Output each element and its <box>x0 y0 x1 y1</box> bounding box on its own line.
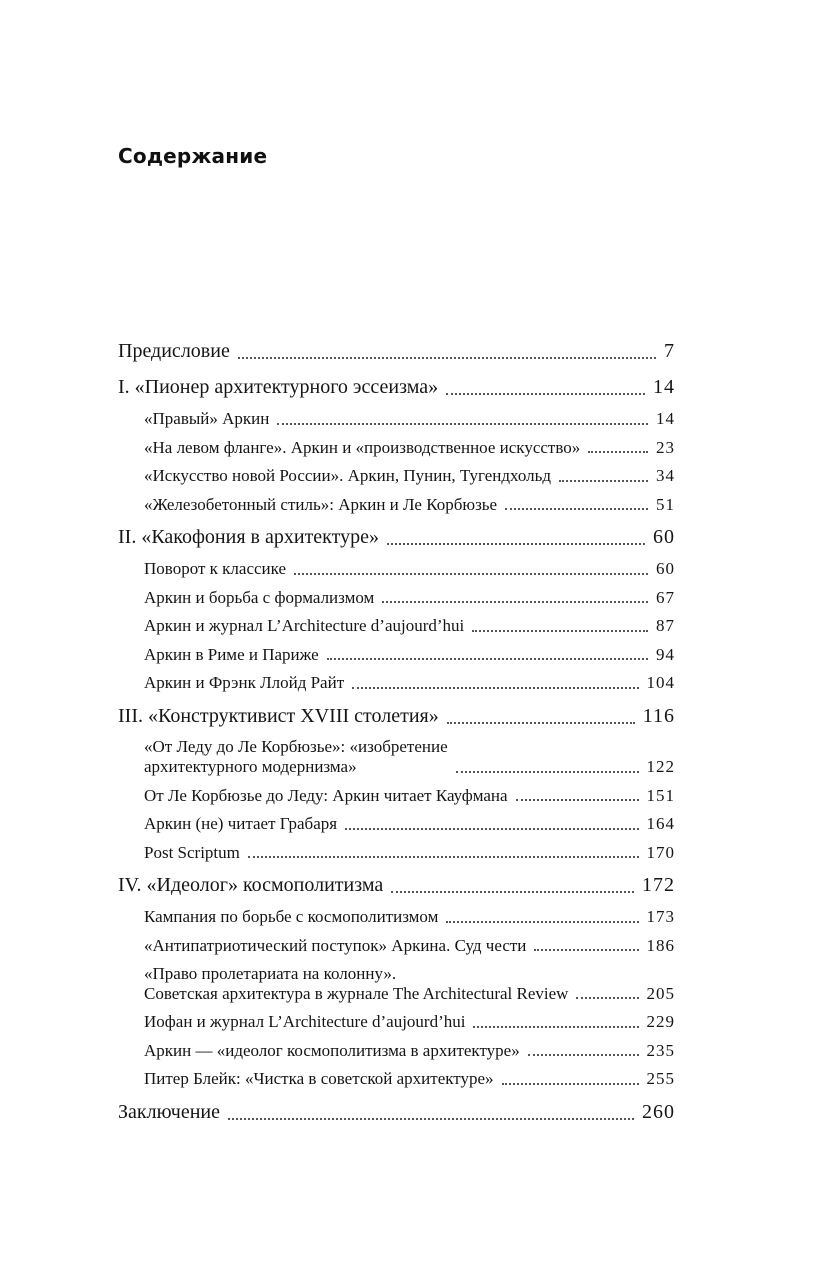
toc-page-number: 60 <box>656 559 675 579</box>
dot-leader <box>516 799 639 801</box>
dot-leader <box>277 423 648 425</box>
toc-entry-title: Заключение <box>118 1100 220 1123</box>
toc-section-entry <box>118 956 675 1004</box>
toc-page-number: 14 <box>653 376 675 399</box>
toc-section-entry <box>118 580 675 609</box>
toc-chapter-entry <box>118 516 675 551</box>
toc-entry-title: Аркин в Риме и Париже <box>144 644 319 664</box>
toc-entry-title: Поворот к классике <box>144 559 287 579</box>
toc-entry-title: Иофан и журнал L’Architecture d’aujourd’hui <box>144 1012 466 1032</box>
toc-section-entry <box>118 835 675 864</box>
toc-page-number: 170 <box>646 842 675 862</box>
toc-entry-title: Аркин (не) читает Грабаря <box>144 814 338 834</box>
toc-page-number: 229 <box>646 1012 675 1032</box>
toc-section-entry <box>118 608 675 637</box>
toc-section-entry <box>118 401 675 430</box>
dot-leader <box>472 630 648 632</box>
dot-leader <box>345 828 638 830</box>
toc-entry-title: Кампания по борьбе с космополитизмом <box>144 907 439 927</box>
toc-page-number: 51 <box>656 494 675 514</box>
dot-leader <box>446 393 645 395</box>
toc-entry-title: Питер Блейк: «Чистка в советской архитектуре» <box>144 1069 494 1089</box>
dot-leader <box>294 573 648 575</box>
toc-entry-title: Аркин — «идеолог космополитизма в архитектуре» <box>144 1040 520 1060</box>
dot-leader <box>382 601 648 603</box>
toc-section-entry <box>118 487 675 516</box>
toc-page-number: 164 <box>646 814 675 834</box>
toc-page-number: 260 <box>642 1100 675 1123</box>
dot-leader <box>528 1054 639 1056</box>
toc-entry-title: «Правый» Аркин <box>144 409 270 429</box>
toc-page-number: 151 <box>646 785 675 805</box>
toc-entry-title: «Право пролетариата на колонну». Советская архитектура в журнале The Architectural Review <box>144 963 569 1003</box>
toc-page-number: 172 <box>642 874 675 897</box>
toc-page-number: 34 <box>656 466 675 486</box>
toc-section-entry <box>118 430 675 459</box>
dot-leader <box>248 856 639 858</box>
toc-page-number: 104 <box>646 673 675 693</box>
toc-page-number: 186 <box>646 935 675 955</box>
dot-leader <box>446 921 638 923</box>
dot-leader <box>576 997 638 999</box>
toc-entry-title: «От Леду до Ле Корбюзье»: «изобретение архитектурного модернизма» <box>144 737 448 777</box>
toc-entry-title: II. «Какофония в архитектуре» <box>118 526 379 549</box>
toc-page-number: 67 <box>656 587 675 607</box>
toc-entry-title: «Искусство новой России». Аркин, Пунин, Тугендхольд <box>144 466 552 486</box>
toc-chapter-entry <box>118 864 675 899</box>
dot-leader <box>352 687 638 689</box>
toc-section-entry <box>118 665 675 694</box>
toc-section-entry <box>118 551 675 580</box>
toc-page-number: 205 <box>646 983 675 1003</box>
toc-section-entry <box>118 806 675 835</box>
toc-chapter-entry <box>118 330 675 365</box>
dot-leader <box>473 1026 638 1028</box>
toc-section-entry <box>118 637 675 666</box>
toc-entry-title: «Антипатриотический поступок» Аркина. Суд чести <box>144 935 527 955</box>
toc-page-number: 7 <box>664 340 675 363</box>
page-title: Содержание <box>118 144 268 168</box>
toc-section-entry <box>118 1033 675 1062</box>
dot-leader <box>447 722 635 724</box>
toc-page-number: 94 <box>656 644 675 664</box>
toc-entry-title: III. «Конструктивист XVIII столетия» <box>118 704 439 727</box>
toc-entry-title: «На левом фланге». Аркин и «производственное искусство» <box>144 437 581 457</box>
toc-entry-title: IV. «Идеолог» космополитизма <box>118 874 384 897</box>
toc-section-entry <box>118 730 675 778</box>
toc-section-entry <box>118 899 675 928</box>
toc-page-number: 14 <box>656 409 675 429</box>
toc-section-entry <box>118 1004 675 1033</box>
dot-leader <box>505 508 648 510</box>
toc-entry-title: От Ле Корбюзье до Леду: Аркин читает Кауфмана <box>144 785 508 805</box>
dot-leader <box>588 451 648 453</box>
dot-leader <box>391 891 634 893</box>
dot-leader <box>238 357 656 359</box>
dot-leader <box>387 543 645 545</box>
dot-leader <box>228 1118 634 1120</box>
toc-entry-title: I. «Пионер архитектурного эссеизма» <box>118 376 439 399</box>
toc-entry-title: Аркин и борьба с формализмом <box>144 587 375 607</box>
toc-page-number: 173 <box>646 907 675 927</box>
dot-leader <box>327 658 648 660</box>
toc-section-entry <box>118 778 675 807</box>
toc-chapter-entry <box>118 695 675 730</box>
dot-leader <box>456 771 639 773</box>
dot-leader <box>559 480 648 482</box>
toc-entry-title: Аркин и Фрэнк Ллойд Райт <box>144 673 345 693</box>
toc-page-number: 87 <box>656 616 675 636</box>
toc-page-number: 116 <box>642 704 675 727</box>
toc-section-entry <box>118 458 675 487</box>
toc-chapter-entry <box>118 366 675 401</box>
toc-page-number: 60 <box>653 526 675 549</box>
toc-section-entry <box>118 928 675 957</box>
toc-entry-title: Post Scriptum <box>144 842 240 862</box>
table-of-contents <box>118 330 675 1126</box>
toc-chapter-entry <box>118 1091 675 1126</box>
dot-leader <box>502 1083 639 1085</box>
toc-section-entry <box>118 1061 675 1090</box>
toc-entry-title: «Железобетонный стиль»: Аркин и Ле Корбюзье <box>144 494 498 514</box>
toc-page-number: 235 <box>646 1040 675 1060</box>
toc-page-number: 255 <box>646 1069 675 1089</box>
toc-entry-title: Аркин и журнал L’Architecture d’aujourd’hui <box>144 616 465 636</box>
toc-page-number: 23 <box>656 437 675 457</box>
toc-entry-title: Предисловие <box>118 340 230 363</box>
dot-leader <box>534 949 638 951</box>
toc-page-number: 122 <box>646 757 675 777</box>
